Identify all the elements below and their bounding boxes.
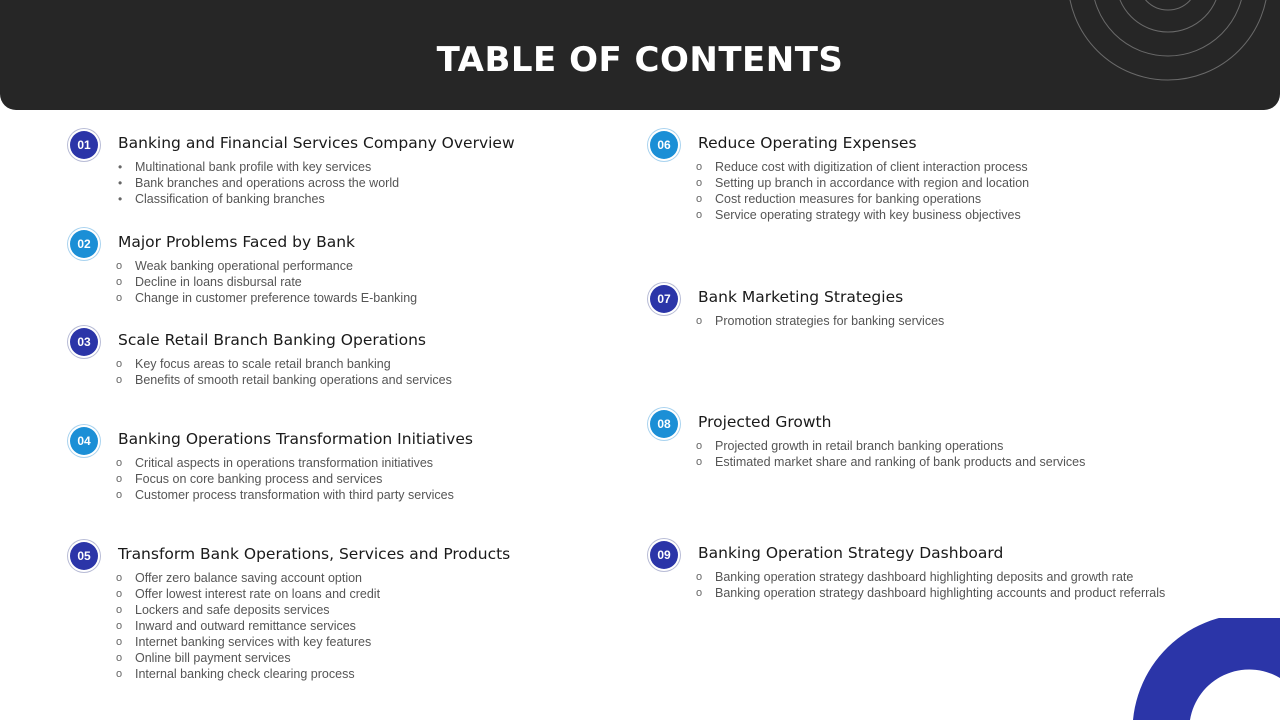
list-item: o Lockers and safe deposits services <box>116 603 330 617</box>
page-title: TABLE OF CONTENTS <box>436 40 844 80</box>
bullet-icon: • <box>118 160 123 174</box>
circle-bullet-icon: o <box>696 161 703 173</box>
list-item: o Online bill payment services <box>116 651 291 665</box>
list-item: o Service operating strategy with key business objectives <box>696 208 1021 222</box>
section-item-list <box>696 313 944 329</box>
section-number-badge: 08 <box>650 410 678 438</box>
title-banner <box>0 0 1280 110</box>
list-item: o Customer process transformation with third party services <box>116 488 454 502</box>
list-item: • Bank branches and operations across the world <box>118 176 400 190</box>
bullet-icon: • <box>118 176 123 190</box>
section-number-badge: 03 <box>70 328 98 356</box>
section-title[interactable]: Reduce Operating Expenses <box>698 134 917 152</box>
list-item: o Weak banking operational performance <box>116 259 353 273</box>
section-number-badge: 05 <box>70 542 98 570</box>
list-item: o Banking operation strategy dashboard highlighting deposits and growth rate <box>696 570 1134 584</box>
circle-bullet-icon: o <box>696 193 703 205</box>
section-item-list <box>696 569 1165 601</box>
section-number-badge: 04 <box>70 427 98 455</box>
list-item: o Cost reduction measures for banking operations <box>696 192 982 206</box>
list-item: o Projected growth in retail branch banking operations <box>696 439 1004 453</box>
list-item: o Internet banking services with key features <box>116 635 372 649</box>
list-item: o Internal banking check clearing process <box>116 667 355 681</box>
section-number-badge: 06 <box>650 131 678 159</box>
circle-bullet-icon: o <box>116 572 123 584</box>
circle-bullet-icon: o <box>116 473 123 485</box>
list-item: o Offer lowest interest rate on loans and credit <box>116 587 381 601</box>
blue-arc-decoration <box>1130 618 1280 720</box>
section-number-badge: 07 <box>650 285 678 313</box>
circle-bullet-icon: o <box>116 457 123 469</box>
list-item: o Critical aspects in operations transformation initiatives <box>116 456 434 470</box>
section-title[interactable]: Bank Marketing Strategies <box>698 288 904 306</box>
circle-bullet-icon: o <box>116 374 123 386</box>
section-title[interactable]: Scale Retail Branch Banking Operations <box>118 331 426 349</box>
list-item: o Reduce cost with digitization of client interaction process <box>696 160 1028 174</box>
circle-bullet-icon: o <box>116 620 123 632</box>
list-item: o Estimated market share and ranking of bank products and services <box>696 455 1086 469</box>
section-item-list <box>116 356 452 388</box>
section-title[interactable]: Projected Growth <box>698 413 832 431</box>
circle-bullet-icon: o <box>116 489 123 501</box>
section-number-badge: 01 <box>70 131 98 159</box>
list-item: o Banking operation strategy dashboard highlighting accounts and product referrals <box>696 586 1166 600</box>
section-title[interactable]: Banking Operation Strategy Dashboard <box>698 544 1004 562</box>
circle-bullet-icon: o <box>696 456 703 468</box>
circle-bullet-icon: o <box>116 292 123 304</box>
section-title[interactable]: Banking Operations Transformation Initiatives <box>118 430 473 448</box>
circle-bullet-icon: o <box>696 177 703 189</box>
circle-bullet-icon: o <box>696 315 703 327</box>
section-item-list <box>116 159 399 207</box>
circle-bullet-icon: o <box>116 604 123 616</box>
circle-bullet-icon: o <box>116 636 123 648</box>
circle-bullet-icon: o <box>116 652 123 664</box>
list-item: o Change in customer preference towards E-banking <box>116 291 418 305</box>
section-item-list <box>696 159 1029 223</box>
list-item: o Setting up branch in accordance with region and location <box>696 176 1030 190</box>
circle-bullet-icon: o <box>116 358 123 370</box>
list-item: o Offer zero balance saving account option <box>116 571 362 585</box>
section-number-badge: 02 <box>70 230 98 258</box>
section-item-list <box>116 258 417 306</box>
section-number-badge: 09 <box>650 541 678 569</box>
list-item: o Inward and outward remittance services <box>116 619 356 633</box>
circle-bullet-icon: o <box>116 260 123 272</box>
list-item: • Classification of banking branches <box>118 192 325 206</box>
list-item: o Decline in loans disbursal rate <box>116 275 302 289</box>
circle-bullet-icon: o <box>116 668 123 680</box>
section-title[interactable]: Banking and Financial Services Company Overview <box>118 134 515 152</box>
section-item-list <box>696 438 1085 470</box>
circle-bullet-icon: o <box>696 587 703 599</box>
circle-bullet-icon: o <box>116 588 123 600</box>
circle-bullet-icon: o <box>116 276 123 288</box>
section-item-list <box>116 455 454 503</box>
circle-bullet-icon: o <box>696 209 703 221</box>
list-item: o Benefits of smooth retail banking operations and services <box>116 373 452 387</box>
circle-bullet-icon: o <box>696 440 703 452</box>
section-title[interactable]: Transform Bank Operations, Services and Products <box>118 545 511 563</box>
bullet-icon: • <box>118 192 123 206</box>
section-item-list <box>116 570 380 682</box>
list-item: o Promotion strategies for banking services <box>696 314 945 328</box>
list-item: • Multinational bank profile with key services <box>118 160 372 174</box>
section-title[interactable]: Major Problems Faced by Bank <box>118 233 356 251</box>
list-item: o Focus on core banking process and services <box>116 472 383 486</box>
list-item: o Key focus areas to scale retail branch banking <box>116 357 391 371</box>
circle-bullet-icon: o <box>696 571 703 583</box>
